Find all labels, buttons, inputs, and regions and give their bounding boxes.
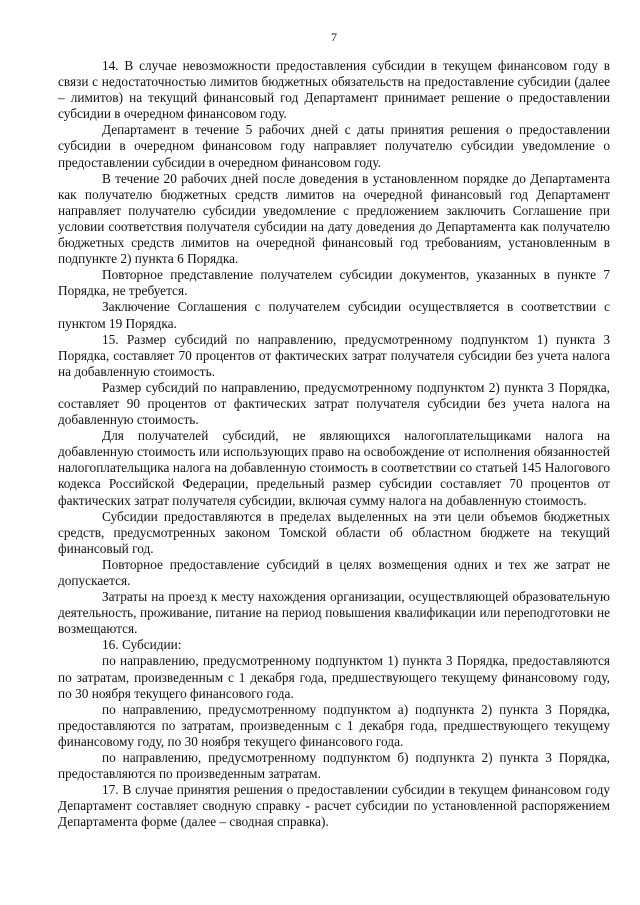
paragraph: Заключение Соглашения с получателем субсидии осуществляется в соответствии с пунктом 19 Порядка. [58, 299, 610, 331]
paragraph: Повторное предоставление субсидий в целях возмещения одних и тех же затрат не допускается. [58, 556, 610, 588]
paragraph: 14. В случае невозможности предоставления субсидии в текущем финансовом году в связи с недостаточностью лимитов бюджетных обязательств на предоставление субсидии (далее – лимитов) на текущий финансовый год Департамент принимает решение о предоставлении субсидии в очередном финансовом году. [58, 58, 610, 122]
paragraph: Повторное представление получателем субсидии документов, указанных в пункте 7 Порядка, не требуется. [58, 267, 610, 299]
paragraph: 17. В случае принятия решения о предоставлении субсидии в текущем финансовом году Департамент составляет сводную справку - расчет субсидии по установленной распоряжением Департамента форме (далее – сводная справка). [58, 782, 610, 830]
paragraph: Размер субсидий по направлению, предусмотренному подпунктом 2) пункта 3 Порядка, составляет 90 процентов от фактических затрат получателя субсидии без учета налога на добавленную стоимость. [58, 379, 610, 428]
paragraph: 15. Размер субсидий по направлению, предусмотренному подпунктом 1) пункта 3 Порядка, составляет 70 процентов от фактических затрат получателя субсидии без учета налога на добавленную стоимость. [58, 331, 610, 379]
paragraph: по направлению, предусмотренному подпунктом 1) пункта 3 Порядка, предоставляются по затратам, произведенным с 1 декабря года, предшествующего текущему финансовому году, по 30 ноября текущего финансового года. [58, 653, 610, 701]
paragraph: 16. Субсидии: [102, 637, 182, 653]
paragraph: Субсидии предоставляются в пределах выделенных на эти цели объемов бюджетных средств, предусмотренных законом Томской области об областном бюджете на текущий финансовый год. [58, 508, 610, 556]
paragraph: по направлению, предусмотренному подпунктом а) подпункта 2) пункта 3 Порядка, предоставляются по затратам, произведенным с 1 декабря года, предшествующего текущему финансовому году, по 30 ноября текущего финансового года. [58, 701, 610, 749]
paragraph: Департамент в течение 5 рабочих дней с даты принятия решения о предоставлении субсидии в очередном финансовом году направляет получателю субсидии уведомление о предоставлении субсидии в очередном финансовом году. [58, 122, 610, 170]
paragraph: В течение 20 рабочих дней после доведения в установленном порядке до Департамента как получателю бюджетных средств лимитов на очередной финансовый год Департамент направляет получателю субсидии уведомление с предложением заключить Соглашение при условии соответствия получателя субсидии на дату доведения до Департамента как получателю бюджетных средств лимитов на очередной финансовый год требованиям, установленным в подпункте 2) пункта 6 Порядка. [58, 170, 610, 267]
document-body [58, 58, 610, 831]
page-number: 7 [331, 30, 337, 44]
paragraph: по направлению, предусмотренному подпунктом б) подпункта 2) пункта 3 Порядка, предоставляются по произведенным затратам. [58, 750, 610, 782]
paragraph: Затраты на проезд к месту нахождения организации, осуществляющей образовательную деятельность, проживание, питание на период повышения квалификации или переподготовки не возмещаются. [58, 589, 610, 637]
paragraph: Для получателей субсидий, не являющихся налогоплательщиками налога на добавленную стоимость или использующих право на освобождение от исполнения обязанностей налогоплательщика налога на добавленную стоимость в соответствии со статьей 145 Налогового кодекса Российской Федерации, предельный размер субсидии составляет 70 процентов от фактических затрат получателя субсидии, включая сумму налога на добавленную стоимость. [58, 428, 610, 508]
